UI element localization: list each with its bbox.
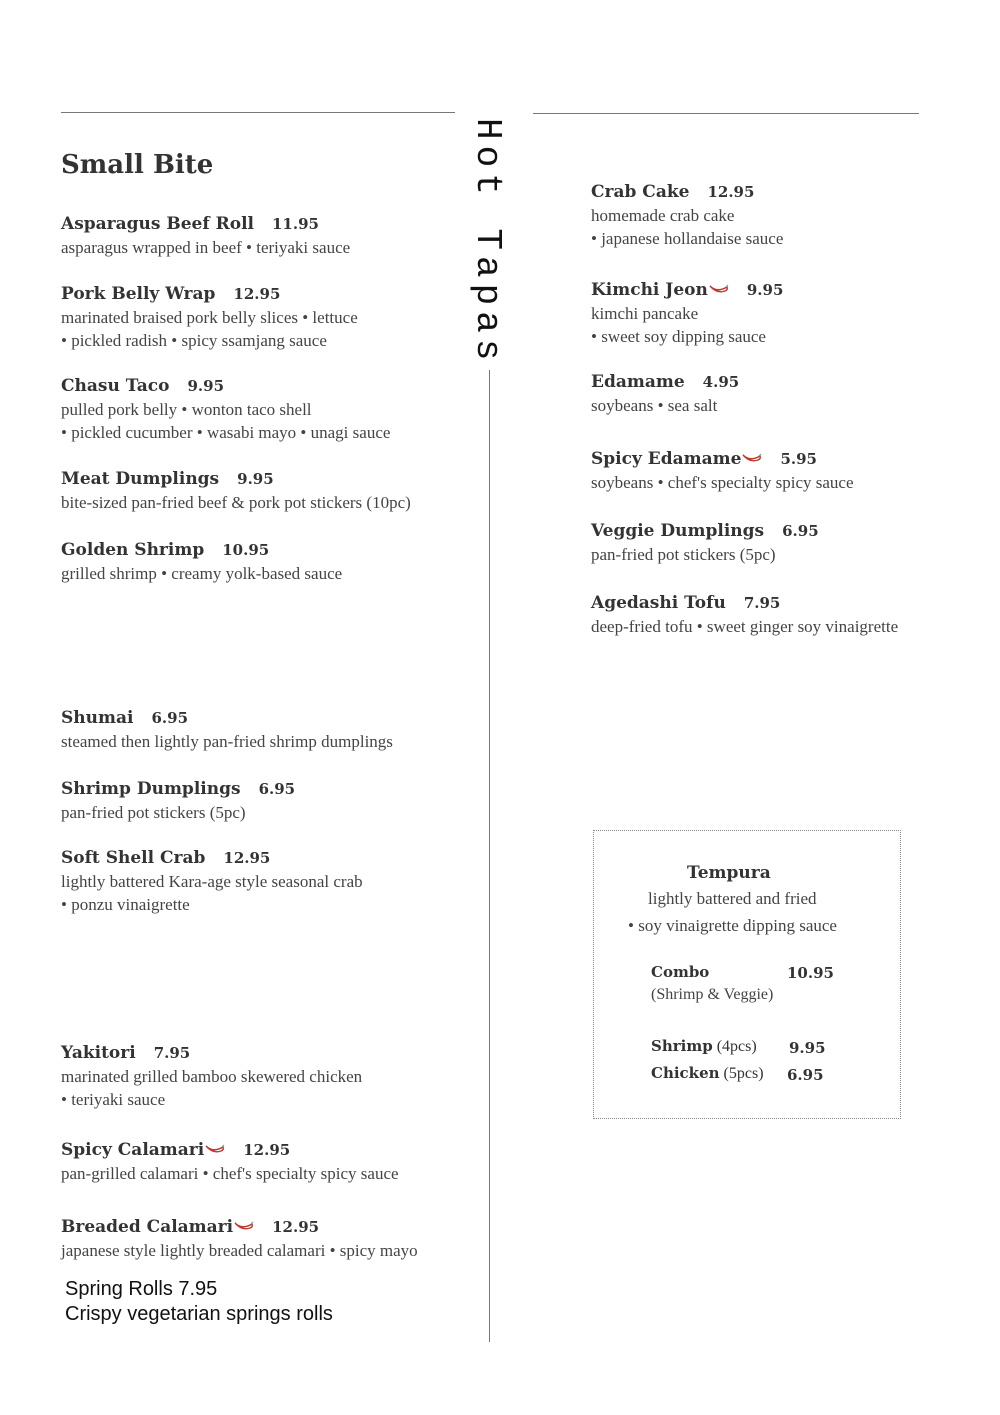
menu-item-description: • japanese hollandaise sauce: [591, 229, 784, 248]
tempura-shrimp-price: 9.95: [789, 1039, 826, 1057]
menu-item: [61, 538, 342, 585]
menu-item: [61, 777, 295, 824]
spring-rolls-item: [65, 1277, 333, 1327]
menu-item-price: 12.95: [223, 849, 271, 867]
tempura-combo-note: (Shrimp & Veggie): [651, 986, 774, 1003]
menu-item: [61, 374, 390, 444]
menu-item-header: [591, 180, 783, 204]
menu-item-price: 9.95: [746, 281, 784, 299]
menu-item-name: Asparagus Beef Roll: [61, 214, 254, 234]
menu-item-name: Shumai: [61, 708, 134, 728]
chili-pepper-icon: [234, 1215, 254, 1225]
menu-item-header: [591, 370, 739, 394]
menu-item: [591, 370, 739, 417]
menu-item: [61, 1138, 399, 1185]
menu-item-price: 10.95: [222, 541, 270, 559]
tempura-chicken-price: 6.95: [787, 1066, 824, 1084]
vertical-title: Hot Tapas: [467, 118, 508, 367]
menu-item-description: marinated grilled bamboo skewered chicken: [61, 1067, 363, 1086]
menu-item-header: [61, 706, 393, 730]
menu-item-name: Agedashi Tofu: [591, 593, 726, 613]
menu-item-description: marinated braised pork belly slices • lettuce: [61, 308, 358, 327]
menu-item-header: [61, 846, 363, 870]
menu-item-description: soybeans • chef's specialty spicy sauce: [591, 473, 854, 492]
menu-item-description: pan-fried pot stickers (5pc): [591, 545, 776, 564]
menu-item-description: • pickled radish • spicy ssamjang sauce: [61, 331, 327, 350]
menu-item-price: 5.95: [780, 450, 817, 468]
menu-item: [591, 591, 898, 638]
menu-item: [591, 519, 819, 566]
tempura-chicken-qty: (5pcs): [723, 1065, 764, 1082]
menu-item-name: Kimchi Jeon: [591, 280, 708, 300]
menu-item-description: • ponzu vinaigrette: [61, 895, 190, 914]
menu-item-name: Edamame: [591, 372, 685, 392]
top-rule-left: [61, 112, 455, 113]
menu-item-name: Spicy Edamame: [591, 449, 742, 469]
menu-item-description: • pickled cucumber • wasabi mayo • unagi sauce: [61, 423, 391, 442]
chili-pepper-icon: [742, 447, 762, 457]
menu-item-price: 6.95: [258, 780, 296, 798]
menu-item-header: [61, 467, 411, 491]
menu-item-price: 6.95: [782, 522, 819, 540]
spring-rolls-title: Spring Rolls 7.95: [65, 1278, 218, 1300]
menu-item-name: Crab Cake: [591, 182, 690, 202]
menu-item-name: Shrimp Dumplings: [61, 779, 241, 799]
menu-item-description: homemade crab cake: [591, 206, 735, 225]
section-title: Small Bite: [61, 150, 214, 180]
menu-item: [591, 180, 783, 250]
menu-item-price: 12.95: [243, 1141, 291, 1159]
menu-item-header: [61, 1041, 362, 1065]
menu-item-name: Veggie Dumplings: [591, 521, 765, 541]
menu-item-name: Chasu Taco: [61, 376, 170, 396]
tempura-combo-name: Combo: [651, 963, 710, 981]
menu-item-description: japanese style lightly breaded calamari • spicy mayo: [61, 1241, 418, 1260]
menu-item-name: Meat Dumplings: [61, 469, 220, 489]
tempura-shrimp: [651, 1037, 757, 1056]
menu-item-header: [591, 447, 854, 471]
center-divider: [489, 370, 490, 1342]
menu-item-price: 11.95: [272, 215, 319, 233]
menu-item-description: steamed then lightly pan-fried shrimp dumplings: [61, 732, 393, 751]
tempura-combo-price: 10.95: [787, 964, 834, 982]
spring-rolls-desc: Crispy vegetarian springs rolls: [65, 1303, 333, 1325]
menu-item-name: Soft Shell Crab: [61, 848, 206, 868]
menu-item-description: pan-grilled calamari • chef's specialty spicy sauce: [61, 1164, 399, 1183]
menu-item-price: 9.95: [187, 377, 225, 395]
menu-item-header: [61, 538, 342, 562]
tempura-chicken: [651, 1064, 764, 1083]
tempura-desc-2: • soy vinaigrette dipping sauce: [628, 916, 837, 935]
menu-item-description: grilled shrimp • creamy yolk-based sauce: [61, 564, 343, 583]
menu-item: [61, 467, 411, 514]
tempura-shrimp-qty: (4pcs): [716, 1038, 757, 1055]
menu-item-price: 12.95: [707, 183, 755, 201]
menu-item-description: soybeans • sea salt: [591, 396, 718, 415]
menu-item-header: [591, 278, 783, 302]
menu-item-description: pan-fried pot stickers (5pc): [61, 803, 246, 822]
menu-item-description: asparagus wrapped in beef • teriyaki sauce: [61, 238, 351, 257]
menu-item-header: [61, 1215, 418, 1239]
menu-item-name: Pork Belly Wrap: [61, 284, 216, 304]
menu-item: [61, 212, 350, 259]
menu-item-header: [591, 591, 898, 615]
menu-item-description: kimchi pancake: [591, 304, 699, 323]
menu-item: [61, 1041, 362, 1111]
menu-item-name: Spicy Calamari: [61, 1140, 205, 1160]
menu-item-description: deep-fried tofu • sweet ginger soy vinaigrette: [591, 617, 899, 636]
menu-item-header: [61, 777, 295, 801]
chili-pepper-icon: [709, 278, 729, 288]
menu-item-price: 9.95: [237, 470, 274, 488]
menu-item-price: 7.95: [743, 594, 781, 612]
menu-item: [61, 1215, 418, 1262]
menu-item-description: pulled pork belly • wonton taco shell: [61, 400, 312, 419]
menu-item-description: bite-sized pan-fried beef & pork pot stickers (10pc): [61, 493, 411, 512]
chili-pepper-icon: [205, 1138, 225, 1148]
tempura-combo: [651, 963, 709, 982]
menu-item-name: Yakitori: [61, 1043, 136, 1063]
menu-item: [61, 846, 363, 916]
menu-item-price: 7.95: [153, 1044, 191, 1062]
menu-item-price: 12.95: [272, 1218, 320, 1236]
tempura-desc-1: lightly battered and fried: [648, 889, 817, 908]
menu-item: [591, 447, 854, 494]
tempura-box: [593, 830, 901, 1119]
tempura-title: Tempura: [687, 863, 771, 883]
menu-item-price: 12.95: [233, 285, 281, 303]
menu-item-header: [61, 1138, 399, 1162]
menu-item-header: [591, 519, 819, 543]
menu-item: [61, 282, 358, 352]
menu-item-name: Breaded Calamari: [61, 1217, 234, 1237]
menu-item-description: lightly battered Kara-age style seasonal crab: [61, 872, 363, 891]
tempura-shrimp-name: Shrimp: [651, 1037, 713, 1055]
menu-item-header: [61, 374, 390, 398]
menu-item: [61, 706, 393, 753]
tempura-chicken-name: Chicken: [651, 1064, 720, 1082]
top-rule-right: [533, 113, 919, 114]
menu-item-header: [61, 282, 358, 306]
menu-item-name: Golden Shrimp: [61, 540, 205, 560]
menu-item-description: • sweet soy dipping sauce: [591, 327, 766, 346]
menu-item: [591, 278, 783, 348]
menu-item-description: • teriyaki sauce: [61, 1090, 166, 1109]
menu-item-header: [61, 212, 350, 236]
menu-item-price: 6.95: [151, 709, 189, 727]
menu-item-price: 4.95: [702, 373, 740, 391]
